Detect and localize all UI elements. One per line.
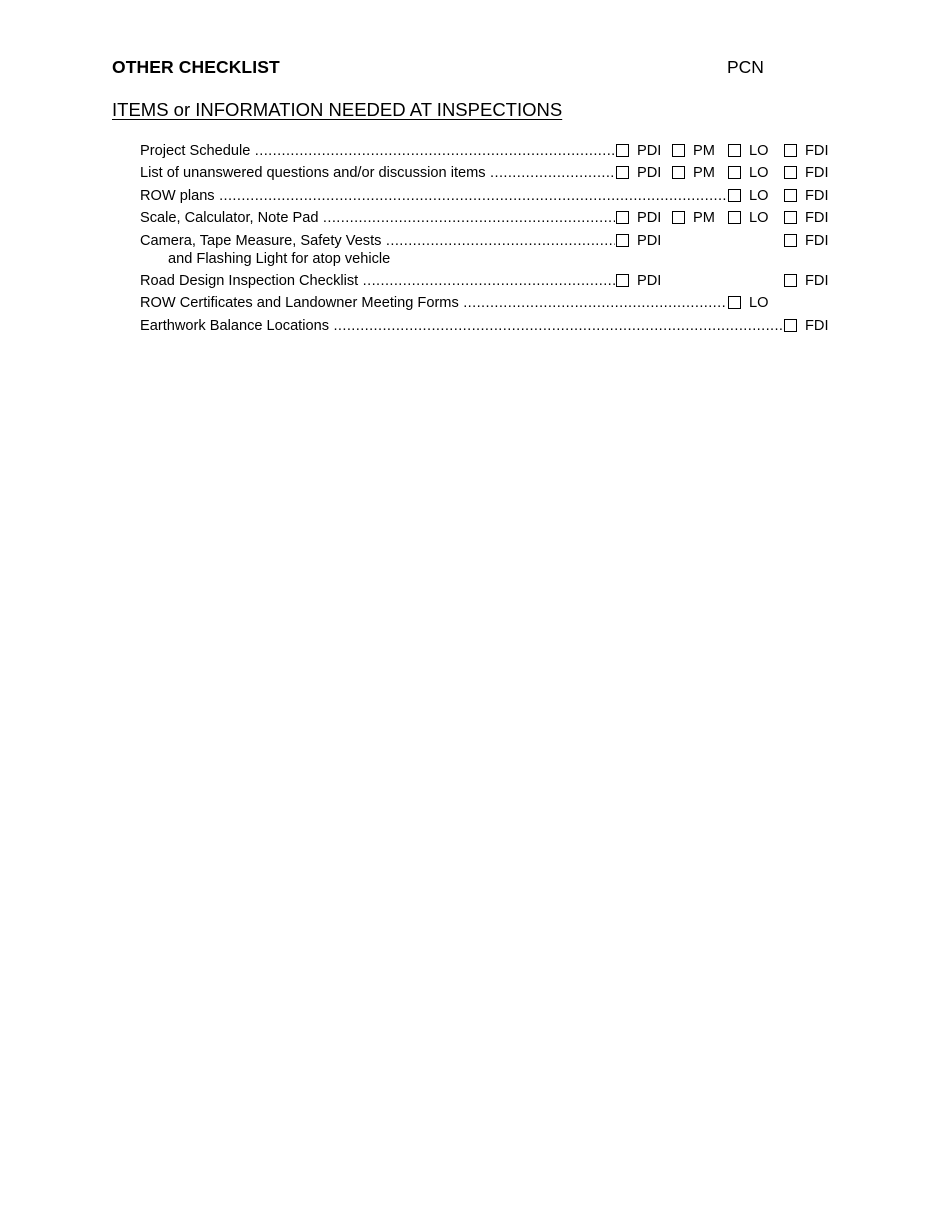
- checklist-item-label: Project Schedule .....: [140, 141, 615, 161]
- checklist-item-label: Earthwork Balance Locations .....: [140, 316, 783, 336]
- checkbox[interactable]: [784, 319, 797, 332]
- checkbox[interactable]: [616, 234, 629, 247]
- section-heading: ITEMS or INFORMATION NEEDED AT INSPECTIONS: [112, 99, 563, 120]
- checklist-item-label: Camera, Tape Measure, Safety Vests .....: [140, 231, 615, 251]
- checkbox[interactable]: [672, 144, 685, 157]
- option-label: FDI: [805, 273, 829, 289]
- checklist-item-label: Road Design Inspection Checklist .....: [140, 271, 615, 291]
- option-label: FDI: [805, 210, 829, 226]
- checkbox[interactable]: [728, 166, 741, 179]
- option-label: LO: [749, 165, 769, 181]
- checklist-item-label: Scale, Calculator, Note Pad .....: [140, 208, 615, 228]
- option-label: LO: [749, 188, 769, 204]
- checkbox[interactable]: [728, 144, 741, 157]
- checkbox[interactable]: [728, 296, 741, 309]
- checkbox[interactable]: [784, 166, 797, 179]
- option-label: LO: [749, 210, 769, 226]
- checklist-item-label: ROW Certificates and Landowner Meeting Forms .....: [140, 293, 727, 313]
- checkbox[interactable]: [728, 189, 741, 202]
- checkbox[interactable]: [784, 234, 797, 247]
- checkbox[interactable]: [672, 211, 685, 224]
- pcn-label: PCN: [727, 57, 764, 77]
- checkbox[interactable]: [616, 211, 629, 224]
- option-label: FDI: [805, 318, 829, 334]
- option-label: FDI: [805, 233, 829, 249]
- option-label: LO: [749, 295, 769, 311]
- option-label: PDI: [637, 143, 662, 159]
- option-label: PDI: [637, 233, 662, 249]
- checklist-item-continuation: and Flashing Light for atop vehicle: [168, 251, 391, 267]
- option-label: PM: [693, 143, 715, 159]
- checkbox[interactable]: [784, 274, 797, 287]
- page-title: OTHER CHECKLIST: [112, 57, 280, 77]
- option-label: FDI: [805, 143, 829, 159]
- option-label: PDI: [637, 273, 662, 289]
- checkbox[interactable]: [728, 211, 741, 224]
- checkbox[interactable]: [672, 166, 685, 179]
- checkbox[interactable]: [784, 144, 797, 157]
- option-label: PM: [693, 165, 715, 181]
- option-label: LO: [749, 143, 769, 159]
- checkbox[interactable]: [784, 211, 797, 224]
- checkbox[interactable]: [784, 189, 797, 202]
- option-label: PM: [693, 210, 715, 226]
- checklist-item-label: ROW plans .....: [140, 186, 727, 206]
- checklist-item-label: List of unanswered questions and/or discussion items .....: [140, 163, 615, 183]
- checkbox[interactable]: [616, 144, 629, 157]
- checkbox[interactable]: [616, 274, 629, 287]
- option-label: PDI: [637, 210, 662, 226]
- option-label: PDI: [637, 165, 662, 181]
- option-label: FDI: [805, 165, 829, 181]
- checkbox[interactable]: [616, 166, 629, 179]
- option-label: FDI: [805, 188, 829, 204]
